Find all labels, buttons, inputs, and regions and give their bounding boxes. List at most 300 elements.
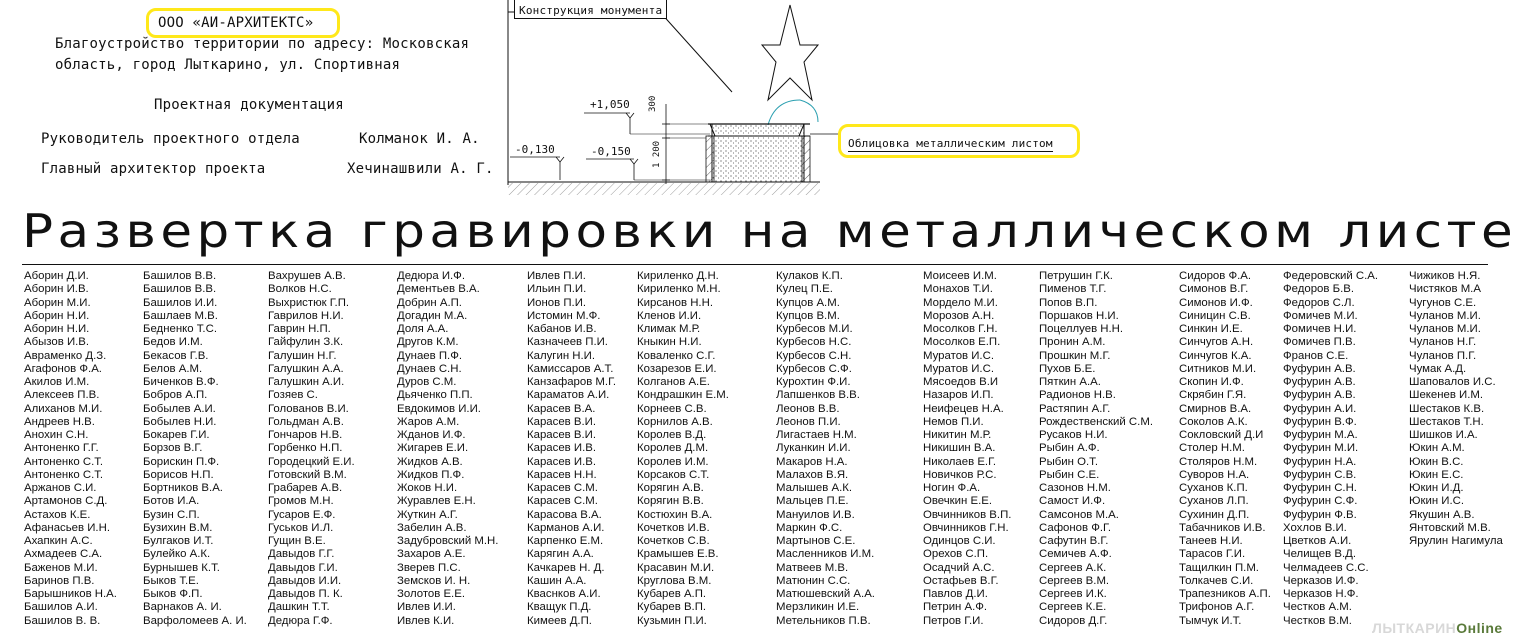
name-entry: Ивлев П.И. — [527, 270, 586, 282]
name-entry: Колганов А.Е. — [637, 376, 710, 388]
name-entry: Фуфурин А.И. — [1283, 402, 1357, 415]
name-entry: Кабанов И.В. — [527, 323, 597, 335]
name-entry: Симонов И.Ф. — [1179, 296, 1253, 309]
name-entry: Тарасов Г.И. — [1179, 548, 1246, 561]
name-entry: Варфоломеев А. И. — [143, 614, 247, 627]
name-entry: Карпенко Е.М. — [527, 535, 604, 547]
name-entry: Кочетков И.В. — [637, 521, 710, 534]
name-entry: Лигастаев Н.М. — [776, 429, 857, 441]
name-entry: Башилов И.И. — [143, 296, 218, 309]
name-entry: Козарезов Е.И. — [637, 362, 717, 375]
name-entry: Авраменко Д.З. — [24, 349, 107, 362]
name-entry: Тымчук И.Т. — [1179, 614, 1242, 627]
name-entry: Масленников И.М. — [776, 548, 875, 561]
name-entry: Баженов М.И. — [24, 561, 98, 574]
name-entry: Бобылев А.И. — [143, 402, 216, 415]
name-entry: Сергеев И.К. — [1039, 588, 1107, 600]
name-entry: Муратов И.С. — [923, 362, 994, 375]
names-column — [268, 270, 355, 628]
name-entry: Цветков А.И. — [1283, 535, 1352, 547]
name-entry: Смирнов В.А. — [1179, 402, 1252, 415]
name-entry: Самсонов М.А. — [1039, 508, 1119, 521]
name-entry: Быков Т.Е. — [143, 574, 199, 587]
name-entry: Башлаев М.В. — [143, 309, 218, 322]
name-entry: Башилов А.И. — [24, 601, 98, 614]
name-entry: Булгаков И.Т. — [143, 535, 214, 547]
name-entry: Метельников П.В. — [776, 614, 871, 627]
name-entry: Галушкин А.И. — [268, 376, 345, 388]
name-entry: Казначеев П.И. — [527, 336, 608, 349]
name-entry: Честков В.М. — [1283, 614, 1352, 627]
name-entry: Чуланов П.Г. — [1409, 349, 1477, 362]
name-entry: Рыбин О.Т. — [1039, 455, 1099, 468]
name-entry: Маркин Ф.С. — [776, 521, 843, 534]
name-entry: Карягин А.А. — [527, 548, 594, 561]
name-entry: Пухов Б.Е. — [1039, 362, 1096, 375]
name-entry: Рождественский С.М. — [1039, 415, 1153, 428]
watermark-part1: ЛЫТКАРИН — [1372, 620, 1457, 636]
name-entry: Гончаров Н.В. — [268, 429, 343, 441]
name-entry: Кириленко М.Н. — [637, 283, 721, 296]
name-entry: Юкин В.С. — [1409, 455, 1464, 468]
name-entry: Чижиков Н.Я. — [1409, 270, 1481, 282]
name-entry: Леонов П.И. — [776, 415, 841, 428]
name-entry: Гайфулин З.К. — [268, 336, 344, 349]
name-entry: Курбесов С.Ф. — [776, 362, 852, 375]
name-entry: Чистяков М.А — [1409, 283, 1481, 296]
name-entry: Макаров Н.А. — [776, 455, 848, 468]
name-entry: Акилов И.М. — [24, 376, 90, 388]
name-entry: Осадчий А.С. — [923, 561, 995, 574]
name-entry: Фуфурин М.И. — [1283, 442, 1359, 455]
name-entry: Астахов К.Е. — [24, 508, 91, 521]
name-entry: Чуланов М.И. — [1409, 309, 1481, 322]
names-column — [776, 270, 875, 628]
name-entry: Суворов Н.А. — [1179, 468, 1250, 481]
names-column — [1409, 270, 1503, 548]
name-entry: Табачников И.В. — [1179, 521, 1266, 534]
name-entry: Рыбин С.Е. — [1039, 468, 1100, 481]
name-entry: Курбесов Н.С. — [776, 336, 852, 349]
dimension-300: 300 — [648, 95, 658, 112]
name-entry: Кондрашкин Е.М. — [637, 389, 729, 402]
name-entry: Анохин С.Н. — [24, 429, 89, 441]
name-entry: Павлов Д.И. — [923, 588, 988, 600]
name-entry: Мосолков Г.Н. — [923, 323, 998, 335]
name-entry: Волков Н.С. — [268, 283, 332, 296]
name-entry: Фуфурин А.В. — [1283, 376, 1356, 388]
name-entry: Фуфурин В.Ф. — [1283, 415, 1357, 428]
name-entry: Давыдов И.И. — [268, 574, 342, 587]
name-entry: Гаврилов Н.И. — [268, 309, 344, 322]
name-entry: Бузин С.П. — [143, 508, 200, 521]
elevation-mid: -0,150 — [591, 145, 631, 158]
name-entry: Голованов В.И. — [268, 402, 349, 415]
name-entry: Кленов И.И. — [637, 309, 702, 322]
name-entry: Карасев В.А. — [527, 402, 596, 415]
name-entry: Никитин М.Р. — [923, 429, 992, 441]
name-entry: Афанасьев И.Н. — [24, 521, 110, 534]
name-entry: Сокловский Д.И — [1179, 429, 1264, 441]
name-entry: Леонов В.В. — [776, 402, 840, 415]
name-entry: Готовский В.М. — [268, 468, 347, 481]
name-entry: Аборин И.В. — [24, 283, 89, 296]
name-entry: Корнеев С.В. — [637, 402, 707, 415]
name-entry: Малышев А.К. — [776, 482, 853, 494]
name-entry: Немов П.И. — [923, 415, 984, 428]
name-entry: Захаров А.Е. — [397, 548, 466, 561]
name-entry: Николаев Е.Г. — [923, 455, 997, 468]
name-entry: Крамышев Е.В. — [637, 548, 719, 561]
construction-label: Конструкция монумента — [519, 4, 663, 17]
name-entry: Земсков И. Н. — [397, 574, 471, 587]
name-entry: Булейко А.К. — [143, 548, 211, 561]
name-entry: Карасев С.М. — [527, 482, 598, 494]
name-entry: Малахов В.Я. — [776, 468, 849, 481]
name-entry: Матвеев М.В. — [776, 561, 849, 574]
name-entry: Фуфурин С.Ф. — [1283, 495, 1358, 508]
name-entry: Ботов И.А. — [143, 495, 200, 508]
name-entry: Алексеев П.В. — [24, 389, 100, 402]
name-entry: Задубровский М.Н. — [397, 535, 499, 547]
name-entry: Аборин Н.И. — [24, 309, 90, 322]
name-entry: Ярулин Нагимула — [1409, 535, 1503, 547]
names-column — [1283, 270, 1378, 628]
name-entry: Янтовский М.В. — [1409, 521, 1491, 534]
name-entry: Русаков Н.И. — [1039, 429, 1108, 441]
monument-section-drawing — [500, 0, 840, 205]
name-entry: Сухинин Д.П. — [1179, 508, 1250, 521]
name-entry: Фомичев Н.И. — [1283, 323, 1357, 335]
name-entry: Сергеев К.Е. — [1039, 601, 1107, 614]
name-entry: Климак М.Р. — [637, 323, 701, 335]
name-entry: Фуфурин А.В. — [1283, 362, 1356, 375]
name-entry: Курохтин Ф.И. — [776, 376, 851, 388]
name-entry: Шаповалов И.С. — [1409, 376, 1496, 388]
name-entry: Кулаков К.П. — [776, 270, 843, 282]
name-entry: Овчинников В.П. — [923, 508, 1012, 521]
name-entry: Гозяев С. — [268, 389, 318, 402]
name-entry: Кваснков А.И. — [527, 588, 601, 600]
name-entry: Монахов Т.И. — [923, 283, 993, 296]
name-entry: Юкин А.М. — [1409, 442, 1465, 455]
name-entry: Доля А.А. — [397, 323, 449, 335]
name-entry: Сергеев В.М. — [1039, 574, 1110, 587]
name-entry: Фуфурин С.Н. — [1283, 482, 1357, 494]
name-entry: Кочетков С.В. — [637, 535, 710, 547]
name-entry: Ахапкин А.С. — [24, 535, 93, 547]
name-entry: Камиссаров А.Т. — [527, 362, 614, 375]
name-entry: Юкин Е.С. — [1409, 468, 1464, 481]
name-entry: Сидоров Д.Г. — [1039, 614, 1108, 627]
name-entry: Попов В.П. — [1039, 296, 1098, 309]
name-entry: Шестаков Т.Н. — [1409, 415, 1484, 428]
name-entry: Петрушин Г.К. — [1039, 270, 1113, 282]
name-entry: Бобылев Н.И. — [143, 415, 217, 428]
name-entry: Зверев П.С. — [397, 561, 461, 574]
name-entry: Галушин Н.Г. — [268, 349, 337, 362]
name-entry: Дашкин Т.Т. — [268, 601, 330, 614]
name-entry: Суханов К.П. — [1179, 482, 1248, 494]
name-entry: Сидоров Ф.А. — [1179, 270, 1252, 282]
name-entry: Кирсанов Н.Н. — [637, 296, 713, 309]
name-entry: Жаров А.М. — [397, 415, 460, 428]
name-entry: Гольдман А.В. — [268, 415, 344, 428]
name-entry: Караматов А.И. — [527, 389, 610, 402]
name-entry: Синчугов К.А. — [1179, 349, 1252, 362]
dept-head-name: Колманок И. А. — [359, 131, 480, 147]
name-entry: Бурнышев К.Т. — [143, 561, 220, 574]
name-entry: Самост И.Ф. — [1039, 495, 1106, 508]
name-entry: Черказов И.Ф. — [1283, 574, 1359, 587]
name-entry: Давыдов П. К. — [268, 588, 343, 600]
name-entry: Мордело М.И. — [923, 296, 998, 309]
name-entry: Журавлев Е.Н. — [397, 495, 476, 508]
name-entry: Кашин А.А. — [527, 574, 587, 587]
name-entry: Ситников М.И. — [1179, 362, 1257, 375]
name-entry: Жидков А.В. — [397, 455, 463, 468]
name-entry: Мерзликин И.Е. — [776, 601, 860, 614]
name-entry: Купцов В.М. — [776, 309, 840, 322]
name-entry: Корсаков С.Т. — [637, 468, 710, 481]
names-column — [527, 270, 616, 628]
name-entry: Сазонов Н.М. — [1039, 482, 1111, 494]
name-entry: Дьяченко П.П. — [397, 389, 473, 402]
name-entry: Пяткин А.А. — [1039, 376, 1101, 388]
name-entry: Трапезников А.П. — [1179, 588, 1271, 600]
name-entry: Юкин И.Д. — [1409, 482, 1464, 494]
name-entry: Кващук П.Д. — [527, 601, 592, 614]
name-entry: Мартынов С.Е. — [776, 535, 856, 547]
name-entry: Федеровский С.А. — [1283, 270, 1379, 282]
name-entry: Ильин П.И. — [527, 283, 587, 296]
name-entry: Матюшевский А.А. — [776, 588, 875, 600]
names-column — [1039, 270, 1153, 628]
name-entry: Столер Н.М. — [1179, 442, 1245, 455]
name-entry: Федоров Б.В. — [1283, 283, 1355, 296]
name-entry: Евдокимов И.И. — [397, 402, 481, 415]
name-entry: Чуланов М.И. — [1409, 323, 1481, 335]
name-entry: Челмадеев С.С. — [1283, 561, 1369, 574]
name-entry: Муратов И.С. — [923, 349, 994, 362]
name-entry: Дунаев П.Ф. — [397, 349, 463, 362]
name-entry: Грабарев А.В. — [268, 482, 343, 494]
name-entry: Красавин М.И. — [637, 561, 715, 574]
dept-head-role: Руководитель проектного отдела — [41, 131, 300, 147]
name-entry: Бузихин В.М. — [143, 521, 213, 534]
name-entry: Ивлев К.И. — [397, 614, 455, 627]
name-entry: Горбенко Н.П. — [268, 442, 343, 455]
name-entry: Баринов П.В. — [24, 574, 95, 587]
name-entry: Дементьев В.А. — [397, 283, 480, 296]
name-entry: Кимеев Д.П. — [527, 614, 592, 627]
name-entry: Шишков И.А. — [1409, 429, 1478, 441]
name-entry: Синицин С.В. — [1179, 309, 1251, 322]
name-entry: Челищев В.Д. — [1283, 548, 1356, 561]
name-entry: Давыдов Г.Г. — [268, 548, 335, 561]
cladding-label-box — [848, 132, 1053, 152]
name-entry: Фуфурин Ф.В. — [1283, 508, 1357, 521]
name-entry: Растяпин А.Г. — [1039, 402, 1111, 415]
name-entry: Выхристюк Г.П. — [268, 296, 350, 309]
name-entry: Карасев И.В. — [527, 442, 597, 455]
name-entry: Симонов В.Г. — [1179, 283, 1249, 296]
name-entry: Ногин Ф.А. — [923, 482, 981, 494]
name-entry: Жидков П.Ф. — [397, 468, 465, 481]
construction-label-box — [514, 0, 667, 19]
name-entry: Фомичев П.В. — [1283, 336, 1356, 349]
name-entry: Забелин А.В. — [397, 521, 467, 534]
name-entry: Гуськов И.Л. — [268, 521, 334, 534]
name-entry: Назаров И.П. — [923, 389, 994, 402]
name-entry: Прошкин М.Г. — [1039, 349, 1111, 362]
name-entry: Галушкин А.А. — [268, 362, 344, 375]
watermark-part2: Онline — [1456, 620, 1503, 636]
name-entry: Морозов А.Н. — [923, 309, 995, 322]
name-entry: Мальцев П.Е. — [776, 495, 849, 508]
name-entry: Корнилов А.В. — [637, 415, 713, 428]
name-entry: Сергеев А.К. — [1039, 561, 1107, 574]
name-entry: Луканкин И.И. — [776, 442, 851, 455]
name-entry: Карасев И.В. — [527, 455, 597, 468]
cladding-label: Облицовка металлическим листом — [848, 137, 1053, 150]
name-entry: Честков А.М. — [1283, 601, 1352, 614]
name-entry: Бокарев Г.И. — [143, 429, 210, 441]
name-entry: Жоков Н.И. — [397, 482, 458, 494]
name-entry: Толкачев С.И. — [1179, 574, 1254, 587]
name-entry: Поршаков Н.И. — [1039, 309, 1119, 322]
name-entry: Бортников В.А. — [143, 482, 223, 494]
name-entry: Догадин М.А. — [397, 309, 468, 322]
name-entry: Матюнин С.С. — [776, 574, 851, 587]
name-entry: Франов С.Е. — [1283, 349, 1349, 362]
name-entry: Тащилкин П.М. — [1179, 561, 1259, 574]
name-entry: Барышников Н.А. — [24, 588, 117, 600]
name-entry: Костюхин В.А. — [637, 508, 713, 521]
name-entry: Аборин Н.И. — [24, 323, 90, 335]
name-entry: Варнаков А. И. — [143, 601, 222, 614]
name-entry: Мануилов И.В. — [776, 508, 855, 521]
names-column — [24, 270, 117, 628]
name-entry: Агафонов Ф.А. — [24, 362, 102, 375]
name-entry: Купцов А.М. — [776, 296, 840, 309]
name-entry: Сафонов Ф.Г. — [1039, 521, 1112, 534]
name-entry: Добрин А.П. — [397, 296, 462, 309]
chief-architect-name: Хечинашвили А. Г. — [347, 161, 494, 177]
name-entry: Пронин А.М. — [1039, 336, 1106, 349]
name-entry: Гущин В.Е. — [268, 535, 326, 547]
name-entry: Чуланов Н.Г. — [1409, 336, 1477, 349]
name-entry: Чумак А.Д. — [1409, 362, 1467, 375]
name-entry: Карасев В.И. — [527, 415, 597, 428]
name-entry: Бедненко Т.С. — [143, 323, 217, 335]
name-entry: Антоненко С.Т. — [24, 455, 104, 468]
name-entry: Громов М.Н. — [268, 495, 334, 508]
name-entry: Аборин Д.И. — [24, 270, 89, 282]
dimension-1200: 1 200 — [652, 140, 662, 168]
site-watermark — [1372, 620, 1503, 636]
name-entry: Корягин А.В. — [637, 482, 704, 494]
name-entry: Кулец П.Е. — [776, 283, 833, 296]
name-entry: Кныкин Н.И. — [637, 336, 702, 349]
names-column — [637, 270, 729, 628]
name-entry: Биченков В.Ф. — [143, 376, 219, 388]
name-entry: Ивлев И.И. — [397, 601, 456, 614]
names-column — [1179, 270, 1271, 628]
name-entry: Башилов В.В. — [143, 283, 217, 296]
name-entry: Аржанов С.И. — [24, 482, 97, 494]
name-entry: Соколов А.К. — [1179, 415, 1248, 428]
name-entry: Кубарев В.П. — [637, 601, 707, 614]
name-entry: Овечкин Е.Е. — [923, 495, 992, 508]
name-entry: Гаврин Н.П. — [268, 323, 331, 335]
address-line-1: Благоустройство территории по адресу: Московская — [55, 36, 470, 52]
name-entry: Курбесов С.Н. — [776, 349, 852, 362]
name-entry: Танеев Н.И. — [1179, 535, 1243, 547]
name-entry: Синчугов А.Н. — [1179, 336, 1254, 349]
name-entry: Истомин М.Ф. — [527, 309, 601, 322]
name-entry: Фуфурин М.А. — [1283, 429, 1358, 441]
name-entry: Ахмадеев С.А. — [24, 548, 103, 561]
name-entry: Гусаров Е.Ф. — [268, 508, 336, 521]
name-entry: Жигарев Е.И. — [397, 442, 469, 455]
name-entry: Орехов С.П. — [923, 548, 989, 561]
name-entry: Неифецев Н.А. — [923, 402, 1004, 415]
name-entry: Алиханов М.И. — [24, 402, 103, 415]
elevation-top: +1,050 — [590, 98, 630, 111]
name-entry: Шестаков К.В. — [1409, 402, 1485, 415]
name-entry: Овчинников Г.Н. — [923, 521, 1009, 534]
name-entry: Новичков Р.С. — [923, 468, 997, 481]
name-entry: Федоров С.Л. — [1283, 296, 1355, 309]
name-entry: Другов К.М. — [397, 336, 459, 349]
name-entry: Курбесов М.И. — [776, 323, 853, 335]
name-entry: Жданов И.Ф. — [397, 429, 466, 441]
name-entry: Ионов П.И. — [527, 296, 587, 309]
name-entry: Калугин Н.И. — [527, 349, 596, 362]
name-entry: Городецкий Е.И. — [268, 455, 355, 468]
name-entry: Королев Д.М. — [637, 442, 709, 455]
name-entry: Фуфурин С.В. — [1283, 468, 1357, 481]
name-entry: Быков Ф.П. — [143, 588, 203, 600]
name-entry: Карасова В.А. — [527, 508, 602, 521]
name-entry: Золотов Е.Е. — [397, 588, 465, 600]
name-entry: Столяров Н.М. — [1179, 455, 1258, 468]
name-entry: Артамонов С.Д. — [24, 495, 108, 508]
name-entry: Белов А.М. — [143, 362, 203, 375]
address-line-2: область, город Лыткарино, ул. Спортивная — [55, 57, 401, 73]
name-entry: Карасев В.И. — [527, 429, 597, 441]
name-entry: Мясоедов В.И — [923, 376, 999, 388]
doc-type: Проектная документация — [154, 97, 344, 113]
name-entry: Фуфурин А.В. — [1283, 389, 1356, 402]
name-entry: Дуров С.М. — [397, 376, 457, 388]
name-entry: Сафутин В.Г. — [1039, 535, 1109, 547]
name-entry: Семичев А.Ф. — [1039, 548, 1112, 561]
name-entry: Круглова В.М. — [637, 574, 712, 587]
name-entry: Карасев Н.Н. — [527, 468, 597, 481]
name-entry: Дунаев С.Н. — [397, 362, 462, 375]
name-entry: Поцеллуев Н.Н. — [1039, 323, 1124, 335]
name-entry: Борисов Н.П. — [143, 468, 214, 481]
name-entry: Синкин И.Е. — [1179, 323, 1243, 335]
name-entry: Скрябин Г.Я. — [1179, 389, 1247, 402]
name-entry: Фомичев М.И. — [1283, 309, 1358, 322]
name-entry: Канзафаров М.Г. — [527, 376, 617, 388]
chief-architect-role: Главный архитектор проекта — [41, 161, 266, 177]
name-entry: Хохлов В.И. — [1283, 521, 1347, 534]
name-entry: Чугунов С.Е. — [1409, 296, 1477, 309]
